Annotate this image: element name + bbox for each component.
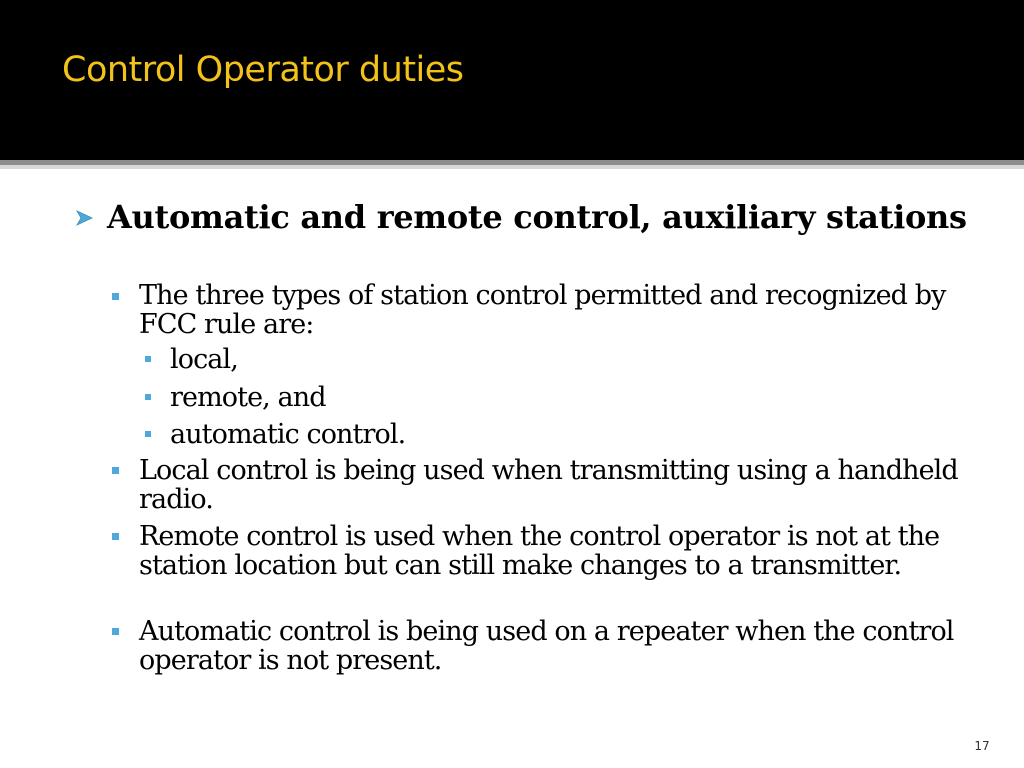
slide-number: 17 <box>974 739 990 753</box>
header-divider-shadow <box>0 165 1024 169</box>
sub-bullet-item: local, <box>170 344 238 375</box>
square-bullet-icon <box>145 431 151 437</box>
sub-bullet-item: automatic control. <box>170 419 406 450</box>
bullet-item: Local control is being used when transmitting using a handheld radio. <box>139 455 958 515</box>
square-bullet-icon <box>112 467 119 474</box>
bullet-item: Automatic control is being used on a repeater when the control operator is not present. <box>139 616 954 676</box>
arrow-bullet-icon <box>76 209 94 231</box>
square-bullet-icon <box>112 533 119 540</box>
title-bar <box>0 0 1024 160</box>
square-bullet-icon <box>112 293 119 300</box>
bullet-item: Remote control is used when the control operator is not at the station location but can still make changes to a transmitter. <box>139 521 940 581</box>
square-bullet-icon <box>145 394 151 400</box>
sub-bullet-item: remote, and <box>170 382 326 413</box>
bullet-heading: Automatic and remote control, auxiliary stations <box>107 198 967 236</box>
bullet-item: The three types of station control permitted and recognized by FCC rule are: <box>139 280 946 340</box>
square-bullet-icon <box>145 356 151 362</box>
square-bullet-icon <box>112 628 119 635</box>
slide-title: Control Operator duties <box>62 50 464 90</box>
